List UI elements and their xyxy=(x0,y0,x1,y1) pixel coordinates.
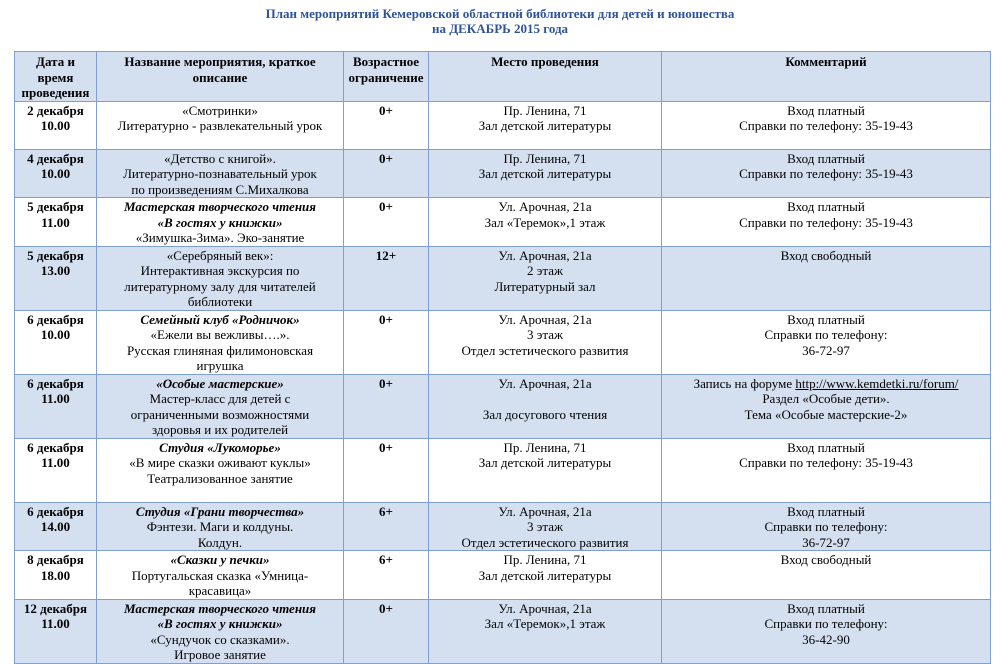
comment-cell xyxy=(662,599,991,663)
comment-cell xyxy=(662,438,991,502)
event-time: 13.00 xyxy=(40,263,71,278)
event-name-cell xyxy=(97,438,344,502)
event-name-cell xyxy=(97,310,344,374)
event-place: Зал «Теремок»,1 этаж xyxy=(484,214,606,230)
header-date: Дата и время проведения xyxy=(15,52,97,102)
event-date: 6 декабря xyxy=(27,311,84,327)
place-cell xyxy=(429,149,662,198)
events-table xyxy=(14,51,991,664)
header-age: Возрастное ограничение xyxy=(344,52,429,102)
event-place: Ул. Арочная, 21а xyxy=(498,600,592,616)
date-cell xyxy=(15,551,97,600)
age-limit: 6+ xyxy=(379,503,393,519)
event-date: 12 декабря xyxy=(23,600,88,616)
event-name-cell xyxy=(97,101,344,149)
event-place: Ул. Арочная, 21а xyxy=(498,247,592,263)
date-cell xyxy=(15,149,97,198)
event-comment: Справки по телефону: xyxy=(764,327,888,342)
event-description: Литературно-познавательный урок xyxy=(123,166,317,181)
header-comment: Комментарий xyxy=(662,52,991,102)
age-cell xyxy=(344,374,429,438)
date-cell xyxy=(15,374,97,438)
event-comment: Справки по телефону: 35-19-43 xyxy=(739,214,913,230)
forum-link[interactable]: http://www.kemdetki.ru/forum/ xyxy=(795,375,959,391)
event-time: 11.00 xyxy=(41,214,70,230)
event-place: 2 этаж xyxy=(527,263,563,278)
age-cell xyxy=(344,310,429,374)
event-title: «Сказки у печки» xyxy=(170,552,270,567)
event-name-cell xyxy=(97,198,344,247)
event-description: красавица» xyxy=(188,583,252,598)
event-place: Зал «Теремок»,1 этаж xyxy=(484,616,606,631)
age-limit: 0+ xyxy=(379,375,393,391)
event-place: Зал досугового чтения xyxy=(482,406,608,422)
event-title: Студия «Грани творчества» xyxy=(135,503,305,519)
event-title: Мастерская творческого чтения xyxy=(124,199,316,214)
place-cell xyxy=(429,599,662,663)
comment-cell xyxy=(662,502,991,551)
age-limit: 0+ xyxy=(379,199,393,214)
event-comment: 36-72-97 xyxy=(802,342,850,358)
age-cell xyxy=(344,502,429,551)
comment-cell xyxy=(662,198,991,247)
event-description: Русская глиняная филимоновская xyxy=(126,342,314,358)
age-limit: 6+ xyxy=(379,552,393,567)
table-row xyxy=(15,101,991,149)
table-body xyxy=(15,101,991,663)
forum-line xyxy=(665,376,987,392)
event-title: Студия «Лукоморье» xyxy=(159,439,281,455)
event-place: 3 этаж xyxy=(527,327,563,342)
event-description: Игровое занятие xyxy=(174,647,266,662)
event-description: здоровья и их родителей xyxy=(151,422,289,437)
age-limit: 0+ xyxy=(379,439,393,455)
event-date: 8 декабря xyxy=(27,552,84,567)
comment-cell xyxy=(662,246,991,310)
date-cell xyxy=(15,101,97,149)
event-date: 2 декабря xyxy=(27,102,84,118)
event-place: Ул. Арочная, 21а xyxy=(498,311,592,327)
place-cell xyxy=(429,374,662,438)
table-row xyxy=(15,438,991,502)
event-date: 5 декабря xyxy=(27,247,84,263)
event-name-cell xyxy=(97,551,344,600)
event-description: «Зимушка-Зима». Эко-занятие xyxy=(135,230,305,245)
event-time: 11.00 xyxy=(41,616,70,631)
event-comment: Вход платный xyxy=(787,311,865,327)
event-description: Театрализованное занятие xyxy=(147,470,293,486)
event-time: 14.00 xyxy=(40,519,71,534)
event-description: Интерактивная экскурсия по xyxy=(140,263,300,278)
forum-prefix: Запись на форуме xyxy=(693,375,796,391)
event-description: библиотеки xyxy=(187,294,253,309)
date-cell xyxy=(15,502,97,551)
event-place: Зал детской литературы xyxy=(478,118,612,133)
event-name-cell xyxy=(97,149,344,198)
place-cell xyxy=(429,551,662,600)
event-description: «Смотринки» xyxy=(182,102,258,118)
age-cell xyxy=(344,551,429,600)
place-cell xyxy=(429,502,662,551)
age-cell xyxy=(344,198,429,247)
age-limit: 12+ xyxy=(375,247,397,263)
event-place: Пр. Ленина, 71 xyxy=(503,150,587,166)
title-line-2: на ДЕКАБРЬ 2015 года xyxy=(431,21,569,36)
event-title: «В гостях у книжки» xyxy=(157,214,283,230)
table-row xyxy=(15,310,991,374)
age-cell xyxy=(344,438,429,502)
event-description: «Ежели вы вежливы….». xyxy=(150,327,290,342)
event-description: Мастер-класс для детей с xyxy=(149,391,291,406)
event-time: 10.00 xyxy=(40,118,71,133)
title-line-1: План мероприятий Кемеровской областной библиотеки для детей и юношества xyxy=(265,6,735,21)
event-place: 3 этаж xyxy=(527,519,563,534)
event-time: 18.00 xyxy=(40,567,71,583)
event-comment: Вход платный xyxy=(787,600,865,616)
event-comment: Вход платный xyxy=(787,199,865,214)
age-cell xyxy=(344,246,429,310)
event-name-cell xyxy=(97,502,344,551)
header-name: Название мероприятия, краткое описание xyxy=(97,52,344,102)
event-time: 11.00 xyxy=(41,391,70,406)
age-limit: 0+ xyxy=(379,600,393,616)
age-limit: 0+ xyxy=(379,150,393,166)
date-cell xyxy=(15,599,97,663)
place-cell xyxy=(429,310,662,374)
event-place: Зал детской литературы xyxy=(478,455,612,470)
event-time: 10.00 xyxy=(40,327,71,342)
comment-cell xyxy=(662,310,991,374)
event-place: Зал детской литературы xyxy=(478,567,612,583)
place-cell xyxy=(429,101,662,149)
event-place: Пр. Ленина, 71 xyxy=(503,439,587,455)
event-comment: Вход платный xyxy=(787,150,865,166)
age-limit: 0+ xyxy=(379,311,393,327)
event-date: 6 декабря xyxy=(27,439,84,455)
comment-cell xyxy=(662,101,991,149)
place-cell xyxy=(429,246,662,310)
event-comment: Справки по телефону: xyxy=(764,616,888,631)
event-date: 5 декабря xyxy=(27,199,84,214)
date-cell xyxy=(15,198,97,247)
event-place: Зал детской литературы xyxy=(478,166,612,181)
event-name-cell xyxy=(97,599,344,663)
event-comment: Вход свободный xyxy=(780,552,872,567)
event-place: Ул. Арочная, 21а xyxy=(498,503,592,519)
event-place: Пр. Ленина, 71 xyxy=(503,552,587,567)
date-cell xyxy=(15,310,97,374)
event-title: Мастерская творческого чтения xyxy=(124,600,316,616)
table-row xyxy=(15,502,991,551)
event-description: «Сундучок со сказками». xyxy=(150,631,290,647)
event-comment: Вход платный xyxy=(787,439,865,455)
event-comment: Раздел «Особые дети». xyxy=(762,391,890,406)
event-comment: Вход платный xyxy=(787,503,865,519)
event-title: «Особые мастерские» xyxy=(156,375,284,391)
event-date: 6 декабря xyxy=(27,375,84,391)
event-description: Литературно - развлекательный урок xyxy=(117,118,323,133)
age-cell xyxy=(344,149,429,198)
event-description: Фэнтези. Маги и колдуны. xyxy=(146,519,294,534)
event-place: Отдел эстетического развития xyxy=(461,342,629,358)
comment-cell xyxy=(662,149,991,198)
event-description: «В мире сказки оживают куклы» xyxy=(129,455,311,470)
document-title xyxy=(0,0,1000,38)
event-description: литературному залу для читателей xyxy=(124,278,316,294)
event-comment: Справки по телефону: 35-19-43 xyxy=(739,166,913,181)
event-comment: Вход свободный xyxy=(780,247,872,263)
table-row xyxy=(15,599,991,663)
age-cell xyxy=(344,599,429,663)
table-row xyxy=(15,246,991,310)
event-description: Португальская сказка «Умница- xyxy=(131,567,309,583)
event-title: «В гостях у книжки» xyxy=(157,616,283,631)
event-comment: Справки по телефону: 35-19-43 xyxy=(739,118,913,133)
event-description: Колдун. xyxy=(197,534,243,550)
event-title: Семейный клуб «Родничок» xyxy=(140,311,300,327)
event-description: «Детство с книгой». xyxy=(164,150,276,166)
event-place: Отдел эстетического развития xyxy=(461,534,629,550)
event-description: «Серебряный век»: xyxy=(166,247,274,263)
event-place: Литературный зал xyxy=(494,278,596,294)
event-comment: Вход платный xyxy=(787,102,865,118)
event-description: ограниченными возможностями xyxy=(130,406,310,422)
event-comment: Тема «Особые мастерские-2» xyxy=(744,406,908,422)
event-place xyxy=(432,391,658,407)
event-comment: Справки по телефону: 35-19-43 xyxy=(739,455,913,470)
event-place: Пр. Ленина, 71 xyxy=(503,102,587,118)
event-date: 6 декабря xyxy=(27,503,84,519)
event-name-cell xyxy=(97,246,344,310)
event-comment: 36-72-97 xyxy=(802,534,850,550)
event-time: 11.00 xyxy=(41,455,70,470)
event-comment: 36-42-90 xyxy=(802,631,850,647)
place-cell xyxy=(429,438,662,502)
header-place: Место проведения xyxy=(429,52,662,102)
place-cell xyxy=(429,198,662,247)
event-place: Ул. Арочная, 21а xyxy=(498,199,592,214)
table-row xyxy=(15,374,991,438)
event-comment: Справки по телефону: xyxy=(764,519,888,534)
event-date: 4 декабря xyxy=(27,150,84,166)
age-cell xyxy=(344,101,429,149)
date-cell xyxy=(15,246,97,310)
date-cell xyxy=(15,438,97,502)
table-row xyxy=(15,149,991,198)
table-row xyxy=(15,551,991,600)
event-description: по произведениям С.Михалкова xyxy=(131,181,309,197)
event-description: игрушка xyxy=(196,358,244,373)
event-time: 10.00 xyxy=(40,166,71,181)
event-name-cell xyxy=(97,374,344,438)
event-place: Ул. Арочная, 21а xyxy=(498,375,592,391)
age-limit: 0+ xyxy=(379,102,393,118)
comment-cell xyxy=(662,551,991,600)
table-row xyxy=(15,198,991,247)
comment-cell xyxy=(662,374,991,438)
